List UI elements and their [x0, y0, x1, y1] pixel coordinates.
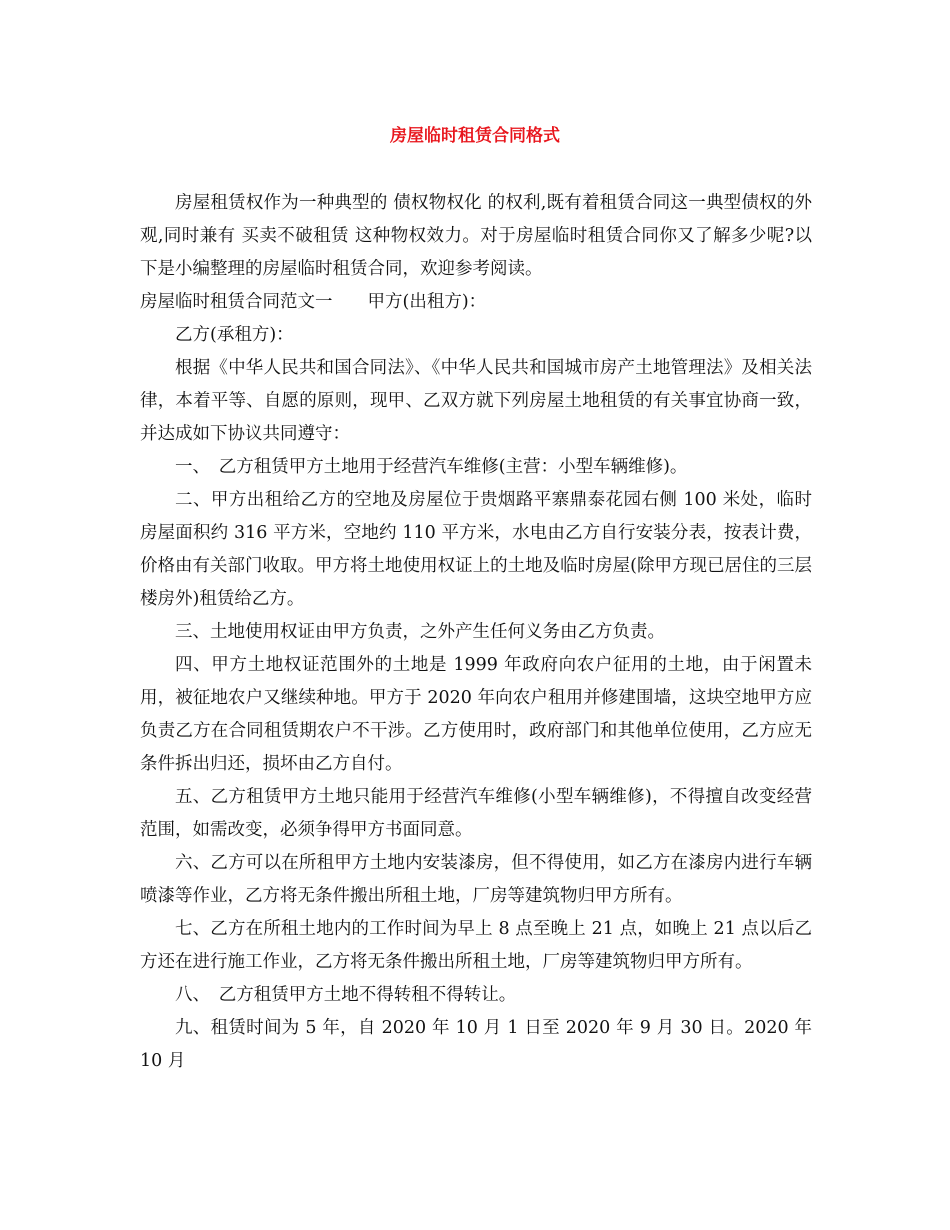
- paragraph-intro: 房屋租赁权作为一种典型的 债权物权化 的权利,既有着租赁合同这一典型债权的外观,同时兼有 买卖不破租赁 这种物权效力。对于房屋临时租赁合同你又了解多少呢?以下是小编整理的房屋临时租赁合同，欢迎参考阅读。: [140, 193, 812, 279]
- document-body: [140, 187, 812, 1078]
- paragraph-party-b: 乙方(承租方)：: [175, 325, 294, 345]
- paragraph-sample-heading: 房屋临时租赁合同范文一 甲方(出租方)：: [140, 292, 487, 312]
- clause-3: 三、土地使用权证由甲方负责，之外产生任何义务由乙方负责。: [175, 622, 665, 642]
- clause-9: 九、租赁时间为 5 年，自 2020 年 10 月 1 日至 2020 年 9 月 30 日。2020 年 10 月: [140, 1018, 812, 1071]
- clause-4: 四、甲方土地权证范围外的土地是 1999 年政府向农户征用的土地，由于闲置未用，被征地农户又继续种地。甲方于 2020 年向农户租用并修建围墙，这块空地甲方应负责乙方在合同租赁期农户不干涉。乙方使用时，政府部门和其他单位使用，乙方应无条件拆出归还，损坏由乙方自付。: [140, 655, 812, 774]
- clause-2: 二、甲方出租给乙方的空地及房屋位于贵烟路平寨鼎泰花园右侧 100 米处，临时房屋面积约 316 平方米，空地约 110 平方米，水电由乙方自行安装分表，按表计费，价格由有关部门收取。甲方将土地使用权证上的土地及临时房屋(除甲方现已居住的三层楼房外)租赁给乙方。: [140, 490, 812, 609]
- document-title: 房屋临时租赁合同格式: [390, 126, 560, 146]
- clause-7: 七、乙方在所租土地内的工作时间为早上 8 点至晚上 21 点，如晚上 21 点以后乙方还在进行施工作业，乙方将无条件搬出所租土地，厂房等建筑物归甲方所有。: [140, 919, 812, 972]
- clause-8: 八、 乙方租赁甲方土地不得转租不得转让。: [175, 985, 517, 1005]
- clause-1: 一、 乙方租赁甲方土地用于经营汽车维修(主营：小型车辆维修)。: [175, 457, 688, 477]
- clause-6: 六、乙方可以在所租甲方土地内安装漆房，但不得使用，如乙方在漆房内进行车辆喷漆等作业，乙方将无条件搬出所租土地，厂房等建筑物归甲方所有。: [140, 853, 812, 906]
- clause-5: 五、乙方租赁甲方土地只能用于经营汽车维修(小型车辆维修)，不得擅自改变经营范围，如需改变，必须争得甲方书面同意。: [140, 787, 812, 840]
- paragraph-preamble: 根据《中华人民共和国合同法》、《中华人民共和国城市房产土地管理法》及相关法律，本着平等、自愿的原则，现甲、乙双方就下列房屋土地租赁的有关事宜协商一致，并达成如下协议共同遵守：: [140, 358, 812, 444]
